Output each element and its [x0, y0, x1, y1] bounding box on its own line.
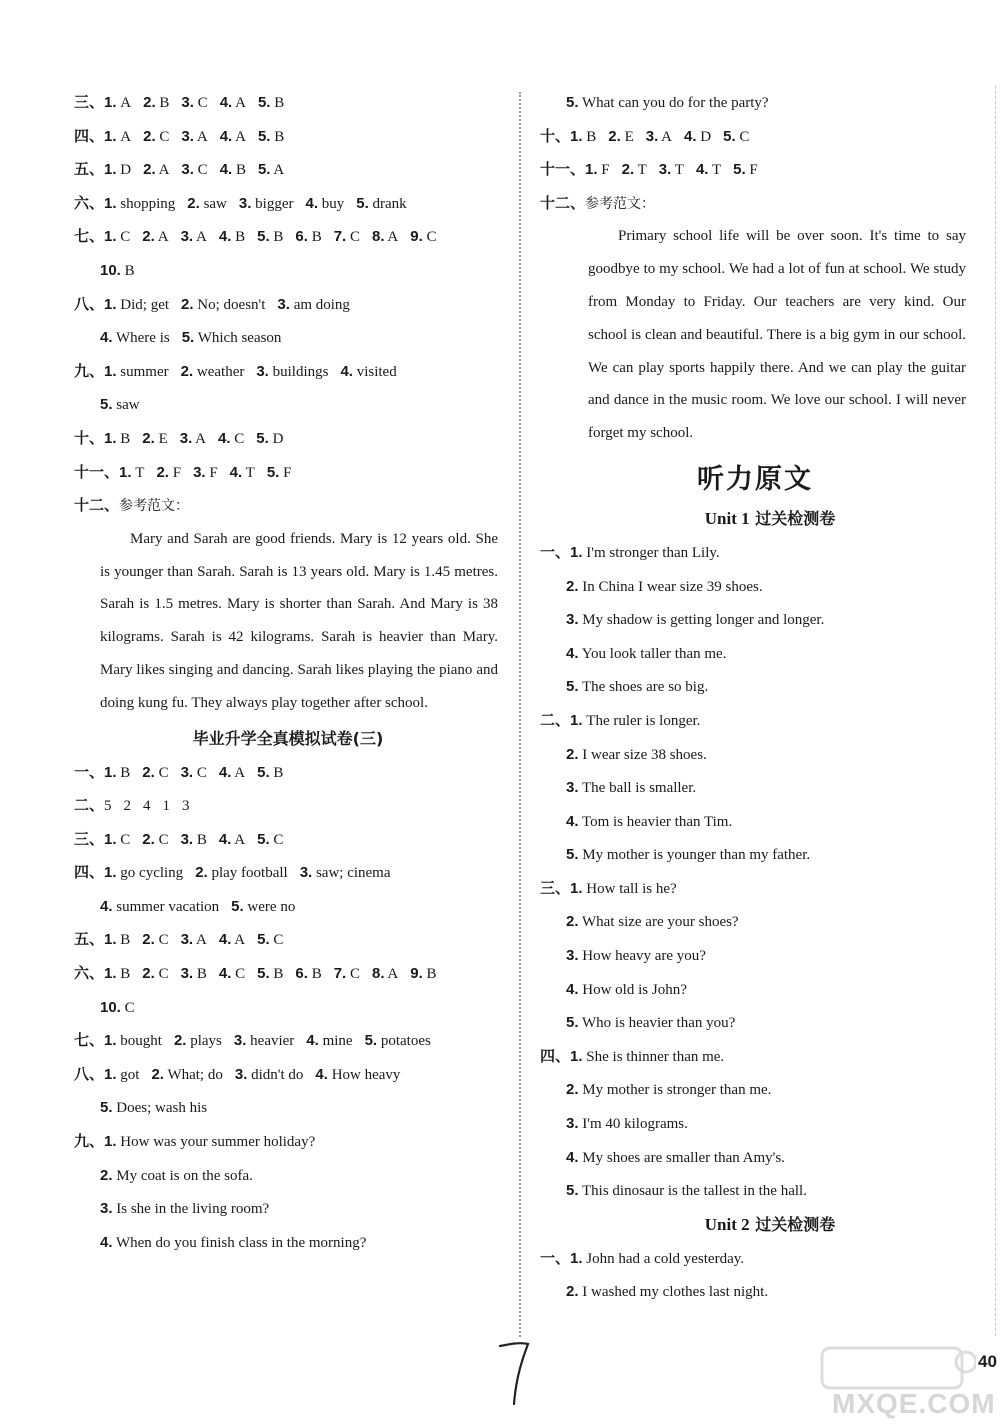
answer-row [540, 153, 970, 187]
answer-item: 7. C [333, 228, 360, 246]
row-prefix: 五、 [74, 930, 105, 949]
answer-item: 8. A [371, 228, 399, 246]
sentence-text: 4. Tom is heavier than Tim. [566, 812, 733, 830]
answer-item: 2. B [143, 94, 170, 111]
answer-item: 5. D [256, 429, 284, 447]
answer-item: 5. F [733, 161, 758, 179]
answer-item: 2. plays [173, 1032, 222, 1050]
answer-item: 1. got [104, 1065, 140, 1083]
answer-item: 5. Does; wash his [100, 1099, 208, 1117]
answer-item: 8. A [371, 965, 399, 983]
answer-row [74, 355, 502, 389]
answer-item: 4. A [218, 830, 246, 848]
row-prefix: 四、 [74, 126, 105, 145]
answer-item: 1. B [104, 763, 131, 781]
page-number: 40 [978, 1352, 997, 1371]
answer-item: 4. A [218, 931, 246, 949]
page-edge [995, 86, 996, 1336]
row-prefix: 二、 [74, 796, 105, 815]
sentence-text: 1. John had a cold yesterday. [570, 1249, 745, 1267]
sentence-line [540, 973, 970, 1007]
row-prefix: 九、 [74, 1132, 105, 1151]
answer-item: 2. F [156, 463, 182, 481]
sentence-line [540, 1174, 970, 1208]
answer-item: 3. C [181, 161, 208, 179]
answer-item: 4. Where is [100, 329, 170, 347]
answer-item: 4. summer vacation [100, 897, 220, 915]
sentence-line [540, 1040, 970, 1074]
sentence-text: 5. My mother is younger than my father. [566, 846, 811, 864]
answer-item: 5. Which season [181, 329, 282, 347]
sentence-line [540, 838, 970, 872]
answer-row-cont: 5. What can you do for the party? [566, 94, 769, 111]
answer-item: 2. C [142, 763, 169, 781]
answer-row-cont [74, 321, 502, 355]
answer-item: 5 [104, 798, 112, 815]
answer-item: 4. D [684, 127, 712, 145]
answer-item: 5. F [266, 463, 292, 481]
model-essay [540, 220, 970, 450]
answer-item: 3. T [658, 161, 684, 179]
answer-row [74, 288, 502, 322]
sentence-text: 1. She is thinner than me. [570, 1047, 725, 1065]
answer-item: 2. saw [187, 194, 227, 212]
answer-row [74, 823, 502, 857]
row-prefix: 六、 [74, 964, 105, 983]
right-column [540, 86, 970, 1309]
unit-title: Unit 1 过关检测卷 [704, 508, 836, 528]
answer-row [74, 120, 502, 154]
answer-item: 1. A [104, 94, 132, 111]
answer-item: 1. F [585, 161, 610, 179]
sentence-line [540, 1107, 970, 1141]
sentence-text: 3. Is she in the living room? [100, 1200, 270, 1218]
answer-item: 2. No; doesn't [181, 295, 266, 313]
answer-item: 2. weather [180, 362, 245, 380]
answer-item: 4. A [219, 127, 246, 145]
answer-item: 1. C [104, 830, 131, 848]
answer-item: 2. C [143, 127, 170, 145]
answer-item: 5. saw [100, 396, 140, 414]
answer-row [74, 1058, 502, 1092]
sentence-line [540, 637, 970, 671]
sentence-line [540, 738, 970, 772]
row-prefix: 一、 [540, 1248, 571, 1267]
answer-item: 3. heavier [233, 1032, 295, 1050]
sentence-line [540, 1242, 970, 1276]
sentence-text: 2. I wear size 38 shoes. [566, 745, 707, 763]
sentence-line [540, 1006, 970, 1040]
row-prefix: 四、 [74, 863, 105, 882]
answer-item: 3. B [180, 830, 207, 848]
row-prefix: 七、 [74, 1031, 105, 1050]
answer-row [74, 456, 502, 490]
sentence-text: 1. How tall is he? [570, 879, 677, 897]
sentence-text: 4. When do you finish class in the morning? [100, 1233, 367, 1251]
answer-row-cont [74, 254, 502, 288]
model-essay [74, 523, 502, 720]
answer-item: 1. B [570, 127, 597, 145]
sentence-line [540, 1141, 970, 1175]
sentence-text: 5. This dinosaur is the tallest in the hall. [566, 1182, 807, 1200]
row-prefix: 四、 [540, 1046, 571, 1065]
sentence-text: 5. The shoes are so big. [566, 678, 709, 696]
sentence-line [540, 905, 970, 939]
left-column [74, 86, 502, 1259]
answer-item: 3. C [181, 94, 208, 111]
answer-item: 1. A [104, 127, 132, 145]
answer-item: 4. A [219, 94, 246, 111]
sentence-text: 3. The ball is smaller. [566, 779, 697, 797]
sentence-text: 2. In China I wear size 39 shoes. [566, 577, 763, 595]
answer-item: 4. buy [305, 194, 345, 212]
answer-item: 3. A [181, 127, 208, 145]
answer-row [74, 1024, 502, 1058]
row-prefix: 十、 [74, 428, 105, 447]
sentence-group [540, 1242, 970, 1309]
sentence-line [74, 1125, 502, 1159]
essay-heading: 十二、参考范文： [74, 496, 190, 515]
answer-row-cont [74, 388, 502, 422]
answer-item: 1. B [104, 429, 131, 447]
answer-item: 1. C [104, 228, 131, 246]
sentence-text: 4. My shoes are smaller than Amy's. [566, 1148, 785, 1166]
sentence-group [540, 1040, 970, 1208]
answer-item: 10. B [100, 261, 135, 279]
answer-item: 3. A [180, 228, 207, 246]
answer-item: 1. Did; get [104, 295, 170, 313]
answer-row-cont [74, 1091, 502, 1125]
row-prefix: 三、 [74, 93, 105, 111]
answer-item: 1 [162, 798, 171, 815]
answer-item: 2. E [608, 127, 634, 145]
answer-item: 2. C [142, 830, 169, 848]
answer-item: 2. C [142, 965, 169, 983]
row-prefix: 十一、 [74, 462, 120, 481]
sentence-text: 2. My coat is on the sofa. [100, 1166, 253, 1184]
sentence-line [74, 1226, 502, 1260]
answer-item: 5. were no [231, 897, 296, 915]
answer-item: 3. A [179, 429, 207, 447]
answer-item: 2. A [143, 161, 170, 179]
answer-row [540, 120, 970, 154]
answer-item: 4. C [218, 965, 246, 983]
answer-row [74, 856, 502, 890]
sentence-text: 2. I washed my clothes last night. [566, 1283, 769, 1301]
answer-item: 4. How heavy [315, 1065, 401, 1083]
answer-item: 5. B [257, 228, 284, 246]
listening-title: 听力原文 [697, 463, 813, 495]
answer-item: 3. am doing [277, 295, 350, 313]
answer-row-cont [74, 991, 502, 1025]
sentence-line [540, 704, 970, 738]
answer-item: 4. B [219, 161, 246, 179]
answer-item: 3. saw; cinema [299, 864, 391, 882]
sentence-line [74, 1192, 502, 1226]
answer-item: 3. didn't do [234, 1065, 304, 1083]
answer-item: 2. E [142, 429, 168, 447]
answer-item: 1. B [104, 931, 131, 949]
sentence-group [540, 872, 970, 1040]
answer-item: 1. summer [104, 362, 169, 380]
answer-item: 4. C [218, 429, 245, 447]
answer-item: 3. B [180, 965, 207, 983]
sentence-text: 1. The ruler is longer. [570, 711, 701, 729]
sentence-line [540, 603, 970, 637]
answer-item: 1. bought [104, 1032, 162, 1050]
answer-item: 3. C [180, 763, 207, 781]
answer-item: 10. C [100, 998, 135, 1016]
answer-item: 5. B [257, 94, 285, 111]
answer-row [74, 187, 502, 221]
answer-item: 7. C [333, 965, 360, 983]
answer-item: 4. visited [340, 362, 397, 380]
answer-item: 1. shopping [104, 194, 176, 212]
answer-row-cont [74, 890, 502, 924]
answer-item: 1. D [104, 161, 132, 179]
answer-item: 6. B [295, 228, 322, 246]
answer-row [74, 957, 502, 991]
answer-item: 4. A [218, 763, 246, 781]
sentence-group [540, 536, 970, 704]
sentence-text: 2. My mother is stronger than me. [566, 1081, 772, 1099]
answer-item: 6. B [295, 965, 322, 983]
answer-item: 1. go cycling [104, 864, 184, 882]
row-prefix: 一、 [74, 762, 105, 781]
answer-item: 4. B [218, 228, 246, 246]
answer-item: 1. T [119, 463, 145, 481]
answer-item: 3. F [193, 463, 218, 481]
answer-item: 3 [182, 798, 190, 815]
sentence-line [540, 1073, 970, 1107]
sentence-text: 4. You look taller than me. [566, 644, 727, 662]
answer-item: 5. B [257, 127, 285, 145]
sentence-line [540, 805, 970, 839]
answer-row [74, 756, 502, 790]
answer-item: 3. buildings [256, 362, 329, 380]
row-prefix: 三、 [74, 829, 105, 848]
answer-item: 5. A [257, 161, 285, 179]
answer-item: 2 [123, 798, 132, 815]
row-prefix: 一、 [540, 542, 571, 561]
row-prefix: 十一、 [540, 160, 586, 179]
sentence-line [540, 872, 970, 906]
sentence-line [540, 771, 970, 805]
answer-item: 3. bigger [238, 194, 294, 212]
answer-row [74, 220, 502, 254]
answer-row [74, 86, 502, 120]
answer-item: 2. play football [195, 864, 288, 882]
row-prefix: 七、 [74, 227, 105, 246]
row-prefix: 八、 [74, 294, 105, 313]
essay-text: Mary and Sarah are good friends. Mary is 12 years old. She is younger than Sarah. Sarah is 13 years old. Mary is 1.45 metres. Sarah is 1.5 metres. Mary is shorter than Sarah. And Mary is 38 kilograms. Sarah is 42 kilograms. Sarah is heavier than Mary. Mary likes singing and dancing. Sarah likes playing the piano and doing kung fu. They always play together after school. [100, 530, 498, 711]
row-prefix: 九、 [74, 361, 105, 380]
answer-item: 4. mine [306, 1032, 353, 1050]
row-prefix: 八、 [74, 1064, 105, 1083]
sentence-line [540, 536, 970, 570]
essay-text: Primary school life will be over soon. It's time to say goodbye to my school. We had a lot of fun at school. We study from Monday to Friday. Our teachers are very kind. Our school is clean and beautiful. There is a big gym in our school. We can play sports happily there. And we can play the guitar and dance in the music room. We love our school. I will never forget my school. [588, 228, 966, 442]
sentence-group [540, 704, 970, 872]
sentence-line [74, 1159, 502, 1193]
answer-item: 9. B [410, 965, 437, 983]
sentence-text: 3. I'm 40 kilograms. [566, 1115, 688, 1133]
sentence-text: 5. Who is heavier than you? [566, 1014, 736, 1032]
row-prefix: 五、 [74, 160, 105, 179]
answer-item: 4 [143, 798, 151, 815]
essay-heading: 十二、参考范文： [540, 193, 656, 212]
sentence-group [74, 1125, 502, 1259]
row-prefix: 二、 [540, 710, 571, 729]
answer-row [74, 153, 502, 187]
watermark-text: MXQE.COM [832, 1388, 996, 1419]
sentence-text: 4. How old is John? [566, 980, 687, 998]
sentence-text: 3. My shadow is getting longer and longer. [566, 611, 825, 629]
sentence-line [540, 670, 970, 704]
sentence-line [540, 1275, 970, 1309]
answer-row [74, 923, 502, 957]
answer-item: 5. C [257, 931, 284, 949]
answer-row [74, 422, 502, 456]
handwritten-mark [494, 1338, 534, 1408]
unit-title: Unit 2 过关检测卷 [704, 1214, 836, 1234]
sentence-text: 1. I'm stronger than Lily. [570, 543, 720, 561]
column-divider [519, 92, 521, 1337]
answer-item: 5. C [257, 830, 284, 848]
answer-item: 9. C [410, 228, 437, 246]
row-prefix: 三、 [540, 878, 571, 897]
answer-item: 2. C [142, 931, 169, 949]
answer-item: 4. T [695, 161, 722, 179]
answer-row [74, 789, 502, 823]
answer-item: 5. C [723, 127, 750, 145]
answer-item: 2. What; do [151, 1065, 223, 1083]
answer-item: 2. T [621, 161, 647, 179]
answer-item: 5. drank [356, 194, 407, 212]
answer-item: 4. T [229, 463, 255, 481]
answer-item: 5. B [257, 965, 284, 983]
answer-item: 3. A [180, 931, 207, 949]
answer-item: 2. A [142, 228, 169, 246]
section-title: 毕业升学全真模拟试卷(三) [192, 728, 384, 748]
answer-item: 1. B [104, 965, 131, 983]
sentence-line [540, 939, 970, 973]
sentence-text: 3. How heavy are you? [566, 947, 706, 965]
row-prefix: 六、 [74, 193, 105, 212]
sentence-line [540, 570, 970, 604]
row-prefix: 十、 [540, 126, 571, 145]
sentence-text: 2. What size are your shoes? [566, 913, 739, 931]
answer-item: 3. A [645, 127, 673, 145]
answer-item: 5. potatoes [364, 1032, 431, 1050]
answer-item: 5. B [257, 763, 284, 781]
sentence-text: 1. How was your summer holiday? [104, 1133, 316, 1151]
